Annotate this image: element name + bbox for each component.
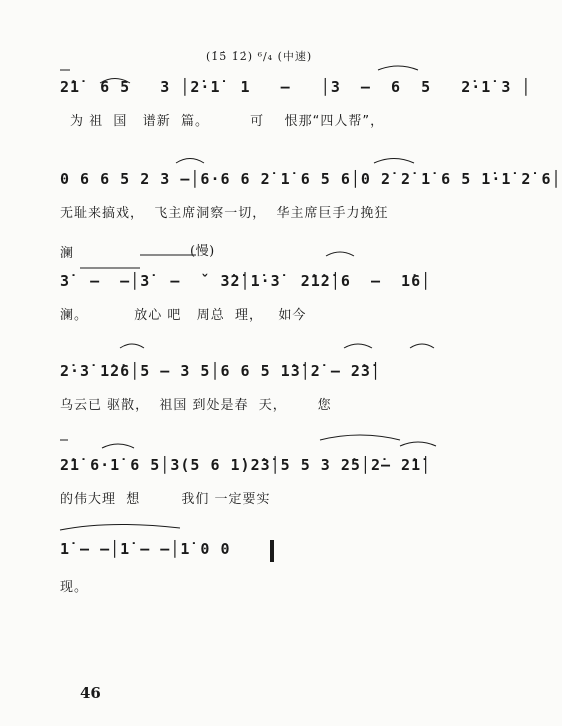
notation-line-1: 2̇1̇ 6 5 3 │2̇·1̇ 1 — │3 — 6 5 2̇·1̇ 3 │	[60, 78, 532, 96]
slow-marking: (慢)	[190, 244, 215, 259]
lyrics-line-2: 无耻来搞戏， 飞主席洞察一切， 华主席巨手力挽狂	[60, 206, 389, 221]
notation-line-3: 3̇ — —│3̇ — ˇ 3̇2̇│1̇·3̇ 2̇1̇2̇│6 — 1̇6│	[60, 272, 432, 290]
page-number: 46	[80, 684, 101, 702]
notation-line-6: 1̇ — —│1̇ — —│1̇ 0 0	[60, 540, 231, 558]
notation-line-4: 2̇·3̇ 1̇2̇6│5 — 3 5│6 6 5 1̇3̇│2̇ — 2̇3̇│	[60, 362, 381, 380]
notation-line-2: 0 6 6 5 2 3 —│6·6 6 2̇ 1̇ 6 5 6│0 2̇ 2̇ 1̇ 6 5 1̇·1̇ 2̇ 6│	[60, 170, 562, 188]
lyrics-line-5: 的伟大理 想 我们 一定要实	[60, 492, 271, 507]
carried-lyric: 澜	[60, 246, 75, 261]
lyrics-line-1: 为 祖 国 谱新 篇。 可 恨那“四人帮”，	[70, 114, 385, 129]
tempo-marking: (1̇5̇ 1̇2̇) ⁶/₄ (中速)	[206, 50, 313, 63]
lyrics-line-3: 澜。 放心 吧 周总 理， 如今	[60, 308, 307, 323]
lyrics-line-4: 乌云已 驱散， 祖国 到处是春 天， 您	[60, 398, 332, 413]
notation-line-5: 2̇1̇ 6·1̇ 6 5│3(5 6 1̇)2̇3̇│5 5 3 2̇5│2̇— 2̇1̇│	[60, 456, 432, 474]
final-barline	[270, 540, 274, 562]
lyrics-line-6: 现。	[60, 580, 89, 595]
